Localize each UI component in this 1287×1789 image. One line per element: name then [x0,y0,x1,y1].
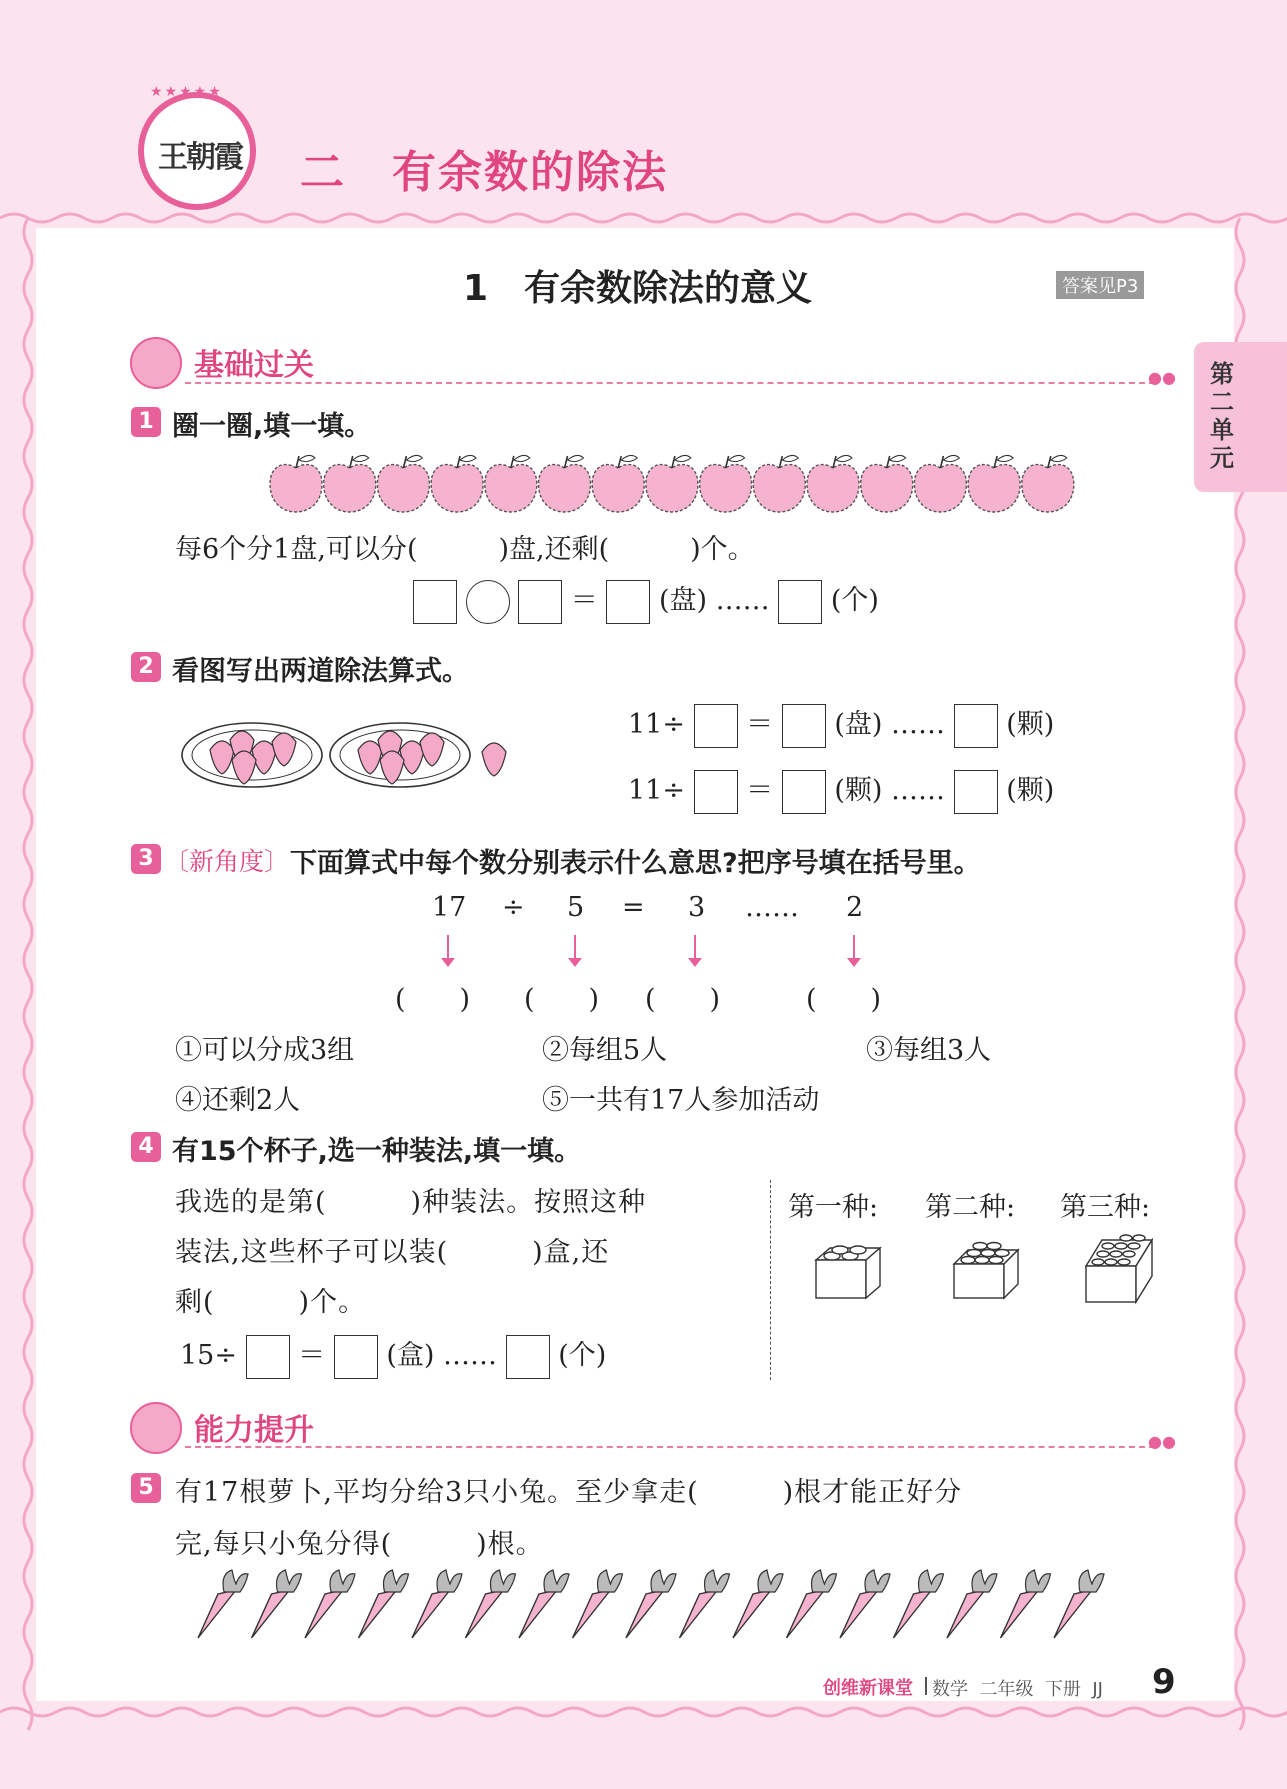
q2-eq1-unit2: (颗) [1006,709,1055,740]
q3-option-1: ①可以分成3组 [175,1035,355,1066]
q3-blank-1[interactable]: ( ) [395,984,471,1015]
q2-eq2-lead: 11÷ [628,775,685,806]
q4-line-2: 装法,这些杯子可以装( )盒,还 [175,1237,610,1268]
q2-eq1-equals: ＝ [746,709,774,740]
q2-title: 看图写出两道除法算式。 [172,656,469,687]
carrot-icon [573,1570,623,1638]
q2-eq2-unit1: (颗) [834,775,883,806]
q2-eq2-unit2: (颗) [1006,775,1055,806]
carrot-icon [787,1570,837,1638]
apple-icon [377,455,429,512]
q3-eq-3: 3 [688,892,706,923]
q4-eq-dots: …… [443,1340,498,1371]
side-tab-label: 第二单元 [1210,360,1234,472]
section-advanced-dots-icon: ●● [1148,1432,1176,1451]
q4-line-1: 我选的是第( )种装法。按照这种 [175,1187,647,1218]
q4-box-remainder[interactable] [506,1335,550,1379]
footer-divider [925,1677,927,1695]
q3-eq-17: 17 [432,892,467,923]
q4-line-3: 剩( )个。 [175,1287,367,1318]
section-mascot-icon [130,337,182,389]
footer-meta: 数学 二年级 下册 JJ [932,1679,1103,1700]
q4-number: 4 [131,1132,161,1162]
carrot-icon [359,1570,409,1638]
page-number: 9 [1152,1662,1176,1702]
carrot-icon [1001,1570,1051,1638]
q3-blank-2[interactable]: ( ) [524,984,600,1015]
cup-box-icons [810,1230,1160,1310]
apple-icon [861,455,913,512]
q3-eq-eq: = [622,892,645,923]
apple-icon [646,455,698,512]
carrot-icon [894,1570,944,1638]
section-basic-divider [185,382,1155,384]
q2-eq1-lead: 11÷ [628,709,685,740]
q3-number: 3 [131,844,161,874]
carrot-icon [626,1570,676,1638]
logo-badge [138,92,256,210]
q1-equals: ＝ [570,585,598,616]
carrot-icon [840,1570,890,1638]
q4-method-2: 第二种: [925,1192,1016,1223]
q2-eq1-box-divisor[interactable] [694,704,738,748]
q2-eq1-box-remainder[interactable] [954,704,998,748]
strawberry-plates [180,710,520,790]
section-advanced-mascot-icon [130,1402,182,1454]
apple-icon [968,455,1020,512]
q4-equation [180,1333,606,1379]
apple-icon [700,455,752,512]
q2-eq2-equals: ＝ [746,775,774,806]
apple-icon [753,455,805,512]
q3-blank-4[interactable]: ( ) [806,984,882,1015]
apple-icon [431,455,483,512]
apple-row [268,450,1078,515]
q2-eq2-box-remainder[interactable] [954,770,998,814]
q4-method-1: 第一种: [788,1192,879,1223]
q3-arrow-1 [447,935,449,961]
apple-icon [1022,455,1074,512]
q1-box-divisor[interactable] [518,580,562,624]
q3-blank-3[interactable]: ( ) [645,984,721,1015]
q1-box-quotient[interactable] [606,580,650,624]
q2-eq1-box-quotient[interactable] [782,704,826,748]
q2-equation-2 [628,768,1054,814]
q1-box-dividend[interactable] [413,580,457,624]
footer-brand: 创维新课堂 [823,1678,913,1699]
carrot-icon [947,1570,997,1638]
apple-icon [914,455,966,512]
apple-icon [485,455,537,512]
apple-icon [270,455,322,512]
carrot-icon [1054,1570,1104,1638]
apple-icon [324,455,376,512]
q1-dots: …… [715,585,770,616]
q4-box-quotient[interactable] [334,1335,378,1379]
answer-ref-badge: 答案见P3 [1056,271,1144,299]
q3-arrow-4 [853,935,855,961]
carrot-icon [305,1570,355,1638]
q2-equation-1 [628,702,1054,748]
q1-box-remainder[interactable] [778,580,822,624]
apple-icon [807,455,859,512]
q5-number: 5 [131,1473,161,1503]
q4-box-divisor[interactable] [246,1335,290,1379]
q1-sentence: 每6个分1盘,可以分( )盘,还剩( )个。 [175,534,755,565]
q4-method-3: 第三种: [1060,1192,1151,1223]
q3-eq-dots: …… [745,892,799,923]
carrot-icon [680,1570,730,1638]
section-basic-dots-icon: ●● [1148,368,1176,387]
carrot-icon [733,1570,783,1638]
carrot-icon [519,1570,569,1638]
q5-line-2: 完,每只小兔分得( )根。 [175,1529,544,1560]
apple-icon [592,455,644,512]
q1-equation [413,578,879,624]
carrot-icon [466,1570,516,1638]
q1-unit1: (盘) [658,585,708,616]
q4-eq-unit2: (个) [558,1340,607,1371]
carrot-icon [198,1570,248,1638]
q4-eq-unit1: (盒) [386,1340,435,1371]
q3-option-5: ⑤一共有17人参加活动 [542,1085,820,1116]
q1-unit2: (个) [830,585,879,616]
section-basic-title: 基础过关 [194,348,314,383]
q3-eq-div: ÷ [502,892,525,923]
q5-line-1: 有17根萝卜,平均分给3只小兔。至少拿走( )根才能正好分 [175,1477,963,1508]
q2-number: 2 [131,652,161,682]
carrot-row [190,1568,1120,1643]
q2-eq2-box-divisor[interactable] [694,770,738,814]
q3-option-4: ④还剩2人 [175,1085,301,1116]
q2-eq2-box-quotient[interactable] [782,770,826,814]
section-advanced-title: 能力提升 [194,1413,314,1448]
q2-eq1-dots: …… [891,709,946,740]
q4-title: 有15个杯子,选一种装法,填一填。 [172,1136,582,1167]
q3-tag: 〔新角度〕 [164,847,290,876]
q2-eq1-unit1: (盘) [834,709,883,740]
section-advanced-divider [185,1446,1155,1448]
q1-title: 圈一圈,填一填。 [172,411,372,442]
q1-number: 1 [131,407,161,437]
logo-stars-icon: ★★★★★ [150,84,223,100]
q3-arrow-3 [694,935,696,961]
lesson-title: 1 有余数除法的意义 [463,268,813,309]
q2-eq2-dots: …… [891,775,946,806]
carrot-icon [252,1570,302,1638]
q3-title: 下面算式中每个数分别表示什么意思?把序号填在括号里。 [290,848,981,879]
q3-eq-5: 5 [567,892,585,923]
apple-icon [539,455,591,512]
side-tab [1194,342,1287,492]
q4-eq-lead: 15÷ [180,1340,237,1371]
carrot-icon [412,1570,462,1638]
q4-divider [770,1180,771,1380]
q1-circle-operator[interactable] [466,580,510,624]
q3-arrow-2 [574,935,576,961]
q3-option-2: ②每组5人 [542,1035,668,1066]
chapter-title: 二 有余数的除法 [300,147,668,198]
q3-option-3: ③每组3人 [866,1035,992,1066]
logo-text: 王朝霞 [158,140,242,175]
q3-eq-2: 2 [846,892,864,923]
q4-equals: ＝ [298,1340,326,1371]
